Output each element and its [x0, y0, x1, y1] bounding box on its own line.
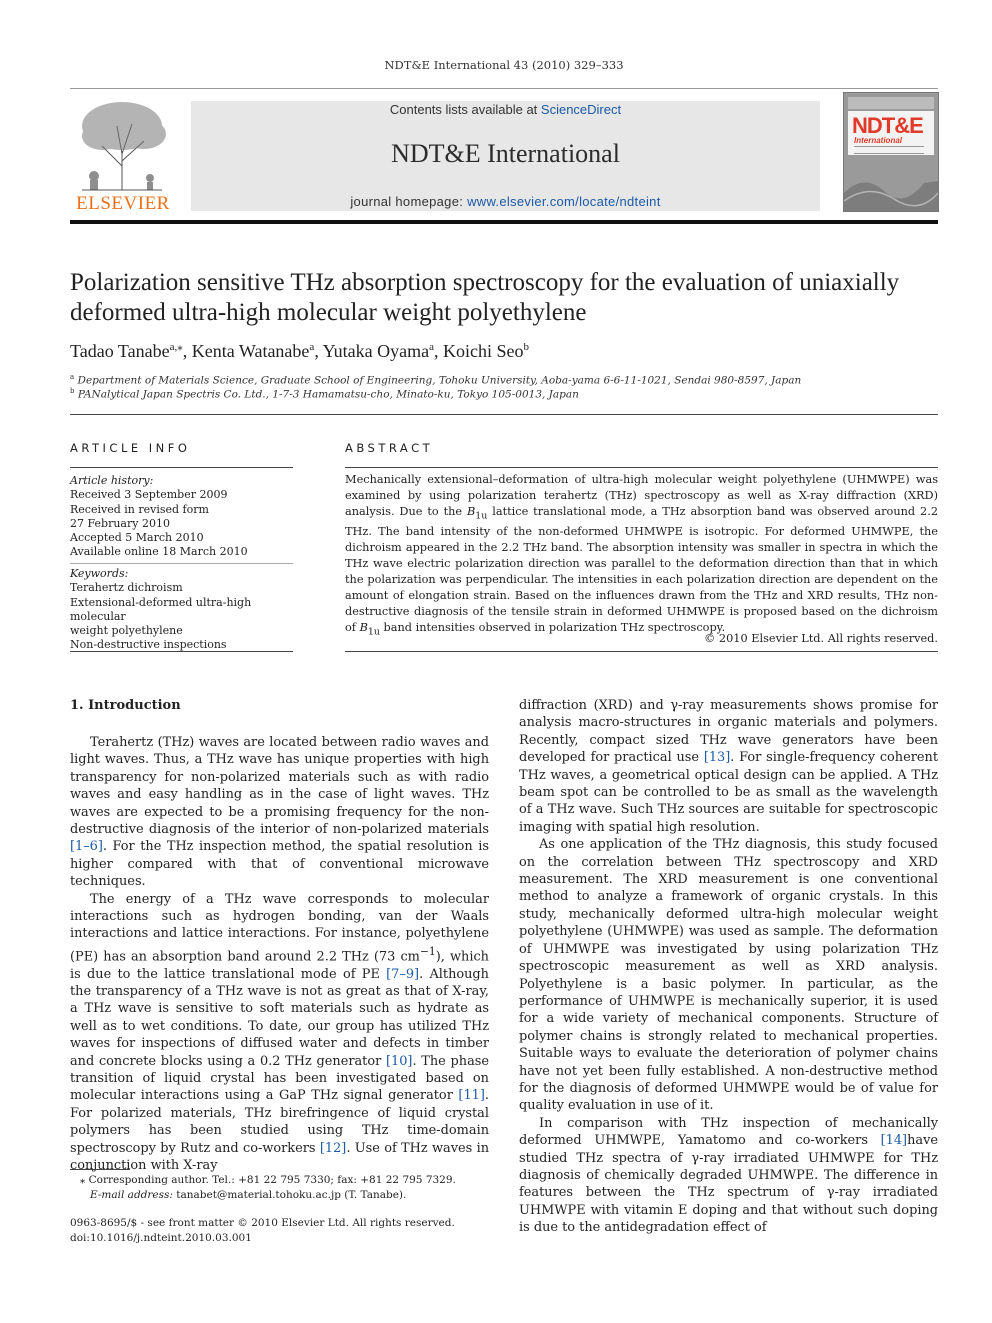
journal-homepage-link[interactable]: www.elsevier.com/locate/ndteint [467, 194, 661, 209]
paragraph: As one application of the THz diagnosis, this study focused on the correlation between THz spectroscopy and XRD measurement. The XRD measurement is one conventional method to analyze a framework of organic crystals. In this study, mechanically deformed ultra-high molecular weight polyethylene (UHMWPE) was used as sample. The deformation of UHMWPE was investigated by using polarization THz spectroscopic measurement as well as XRD analysis. Polyethylene is a basic polymer. In particular, as the performance of UHMWPE is mechanically superior, it is used for a wide variety of mechanical components. Structure of polymer chains is strongly related to mechanical properties. Suitable ways to evaluate the deterioration of polymer chains have not yet been fully established. A non-destructive method for the diagnosis of deformed UHMWPE would be of value for quality evaluation in use of it. [519, 837, 938, 1114]
reference-link[interactable]: [14] [880, 1133, 908, 1149]
elsevier-wordmark: ELSEVIER [76, 193, 170, 214]
footnote-rule [70, 1169, 130, 1170]
front-matter-info [70, 1216, 500, 1245]
reference-link[interactable]: [13] [703, 750, 731, 766]
section-heading: 1. Introduction [70, 698, 181, 713]
history-item: Received in revised form [70, 502, 209, 516]
cover-wave-graphic [844, 153, 938, 211]
body-column-left [70, 734, 489, 1174]
journal-title: NDT&E International [391, 139, 620, 168]
issn-line: 0963-8695/$ - see front matter © 2010 Elsevier Ltd. All rights reserved. [70, 1217, 455, 1229]
paragraph: The energy of a THz wave corresponds to molecular interactions such as hydrogen bonding, van der Waals interactions and lattice interactions. For instance, polyethylene (PE) has an absorption band around 2.2 THz (73 $cm^{-1}$), which is due to the lattice translational mode of PE [7–9]. Although the transparency of a THz wave is not as great as that of X-ray, a THz wave is sensitive to soft materials such as hydrate as well as to wet conditions. To date, our group has utilized THz waves for inspections of diffused water and defects in timber and concrete blocks using a 0.2 THz generator [10]. The phase transition of liquid crystal has been investigated based on molecular interactions using a GaP THz signal generator [11]. For polarized materials, THz birefringence of liquid crystal polymers has been studied using THz time-domain spectroscopy by Rutz and co-workers [12]. Use of THz waves in conjunction with X-ray [70, 891, 490, 1174]
history-item: Accepted 5 March 2010 [70, 531, 204, 545]
journal-citation: NDT&E International 43 (2010) 329–333 [384, 58, 624, 72]
abstract-heading: ABSTRACT [345, 441, 434, 455]
elsevier-tree-icon [72, 96, 172, 192]
journal-homepage-line: journal homepage: www.elsevier.com/locate/ndteint [350, 194, 661, 209]
cover-title: NDT&E [852, 113, 923, 138]
keywords-heading: Keywords: [70, 567, 129, 580]
paragraph: diffraction (XRD) and γ-ray measurements shows promise for analysis macro-structures in organic materials and polymers. Recently, compact sized THz wave generators have been developed for practical use [13]. For single-frequency coherent THz waves, a geometrical optical design can be applied. A THz beam spot can be controlled to be as small as the wavelength of a THz wave. Such THz sources are suitable for spectroscopic imaging with spatial high resolution. [519, 698, 939, 835]
paragraph: In comparison with THz inspection of mechanically deformed UHMWPE, Yamatomo and co-workers [14]have studied THz spectra of γ-ray irradiated UHMWPE for THz diagnosis of chemically degraded UHMWPE. The difference in features between the THz spectrum of γ-ray irradiated UHMWPE with vitamin E doping and that without such doping is due to the antidegradation effect of [519, 1115, 938, 1236]
keyword-item: Non-destructive inspections [70, 638, 227, 652]
author-name[interactable]: Tadao Tanabe [70, 341, 170, 361]
reference-link[interactable]: [10] [386, 1053, 413, 1069]
keyword-item: Extensional-deformed ultra-high molecular [70, 595, 252, 623]
author-affil-mark: a [429, 341, 435, 353]
author-email[interactable]: tanabet@material.tohoku.ac.jp (T. Tanabe). [172, 1189, 407, 1201]
reference-link[interactable]: [12] [319, 1140, 347, 1156]
doi-line[interactable]: doi:10.1016/j.ndteint.2010.03.001 [70, 1231, 252, 1244]
reference-link[interactable]: [11] [458, 1088, 485, 1104]
paragraph: Terahertz (THz) waves are located between radio waves and light waves. Thus, a THz wave has unique properties with high transparency for non-polarized materials such as with radio waves and easy handling as in the case of light waves. THz waves are expected to be a promising frequency for the non-destructive diagnosis of the interior of non-polarized materials [1–6]. For the THz inspection method, the spatial resolution is higher compared with that of conventional microwave techniques. [70, 735, 489, 890]
author-name[interactable]: Koichi Seo [443, 341, 524, 361]
affiliation-a: $^a$ Department of Materials Science, Graduate School of Engineering, Tohoku University, Aoba-yama 6-6-11-1021, Sendai 980-8597, Japan [70, 373, 802, 387]
author-name[interactable]: Kenta Watanabe [191, 341, 310, 361]
copyright-line: © 2010 Elsevier Ltd. All rights reserved. [704, 632, 938, 645]
author-list: Tadao Tanabe$^{a,⁎}$, Kenta Watanabe$^a$, Yutaka Oyama$^a$, Koichi Seo$^b$ [70, 341, 530, 361]
contents-available-line: Contents lists available at ScienceDirect [389, 102, 622, 117]
author-affil-mark: a [309, 341, 315, 353]
reference-link[interactable]: [7–9] [386, 966, 420, 982]
abstract-text: Mechanically extensional–deformation of ultra-high molecular weight polyethylene (UHMWPE) was examined by using polarization terahertz (THz) spectroscopy as well as X-ray diffraction (XRD) analysis. Due to the $B_{1u}$ lattice translational mode, a THz absorption band was observed around 2.2 THz. The band intensity of the non-deformed UHMWPE is isotropic. For deformed UHMWPE, the dichroism appeared in the 2.2 THz band. The absorption intensity was smaller in spectra in which the THz wave electric polarization direction was parallel to the deformation direction than that in which the polarization was perpendicular. The intensities in each polarization direction are dependent on the amount of elongation strain. Based on the influences drawn from the THz and XRD results, THz non-destructive diagnosis of the tensile strain in deformed UHMWPE is proposed based on the dichroism of $B_{1u}$ band intensities observed in polarization THz spectroscopy. [345, 473, 939, 638]
header-thick-rule [70, 220, 938, 224]
author-affil-mark: b [523, 341, 530, 353]
author-name[interactable]: Yutaka Oyama [322, 341, 430, 361]
body-column-right [519, 697, 938, 1237]
keyword-item: weight polyethylene [70, 624, 183, 638]
corresponding-author-footnote: ⁎ Corresponding author. Tel.: +81 22 795 7330; fax: +81 22 795 7329. E-mail address: tanabet@material.tohoku.ac.jp (T. Tanabe). [80, 1174, 456, 1201]
author-affil-mark: a,⁎ [169, 341, 183, 353]
article-history [70, 474, 295, 560]
elsevier-logo[interactable] [70, 96, 176, 214]
journal-banner [191, 101, 820, 211]
history-item: Received 3 September 2009 [70, 488, 228, 502]
header-rule [70, 88, 938, 89]
article-title: Polarization sensitive THz absorption spectroscopy for the evaluation of uniaxially deformed ultra-high molecular weight polyethylene [70, 269, 900, 326]
article-info-heading: ARTICLE INFO [70, 441, 191, 455]
history-item: Available online 18 March 2010 [70, 545, 248, 559]
keywords [70, 567, 295, 653]
history-item: 27 February 2010 [70, 516, 170, 530]
affiliation-b: $^b$ PANalytical Japan Spectris Co. Ltd., 1-7-3 Hamamatsu-cho, Minato-ku, Tokyo 105-0013, Japan [70, 387, 579, 401]
cover-subtitle: International [854, 136, 903, 145]
journal-cover-thumbnail[interactable] [843, 92, 939, 212]
history-heading: Article history: [70, 474, 154, 487]
sciencedirect-link[interactable]: ScienceDirect [540, 102, 622, 117]
reference-link[interactable]: [1–6] [70, 839, 103, 855]
title-rule [70, 414, 938, 415]
keyword-item: Terahertz dichroism [70, 581, 183, 595]
